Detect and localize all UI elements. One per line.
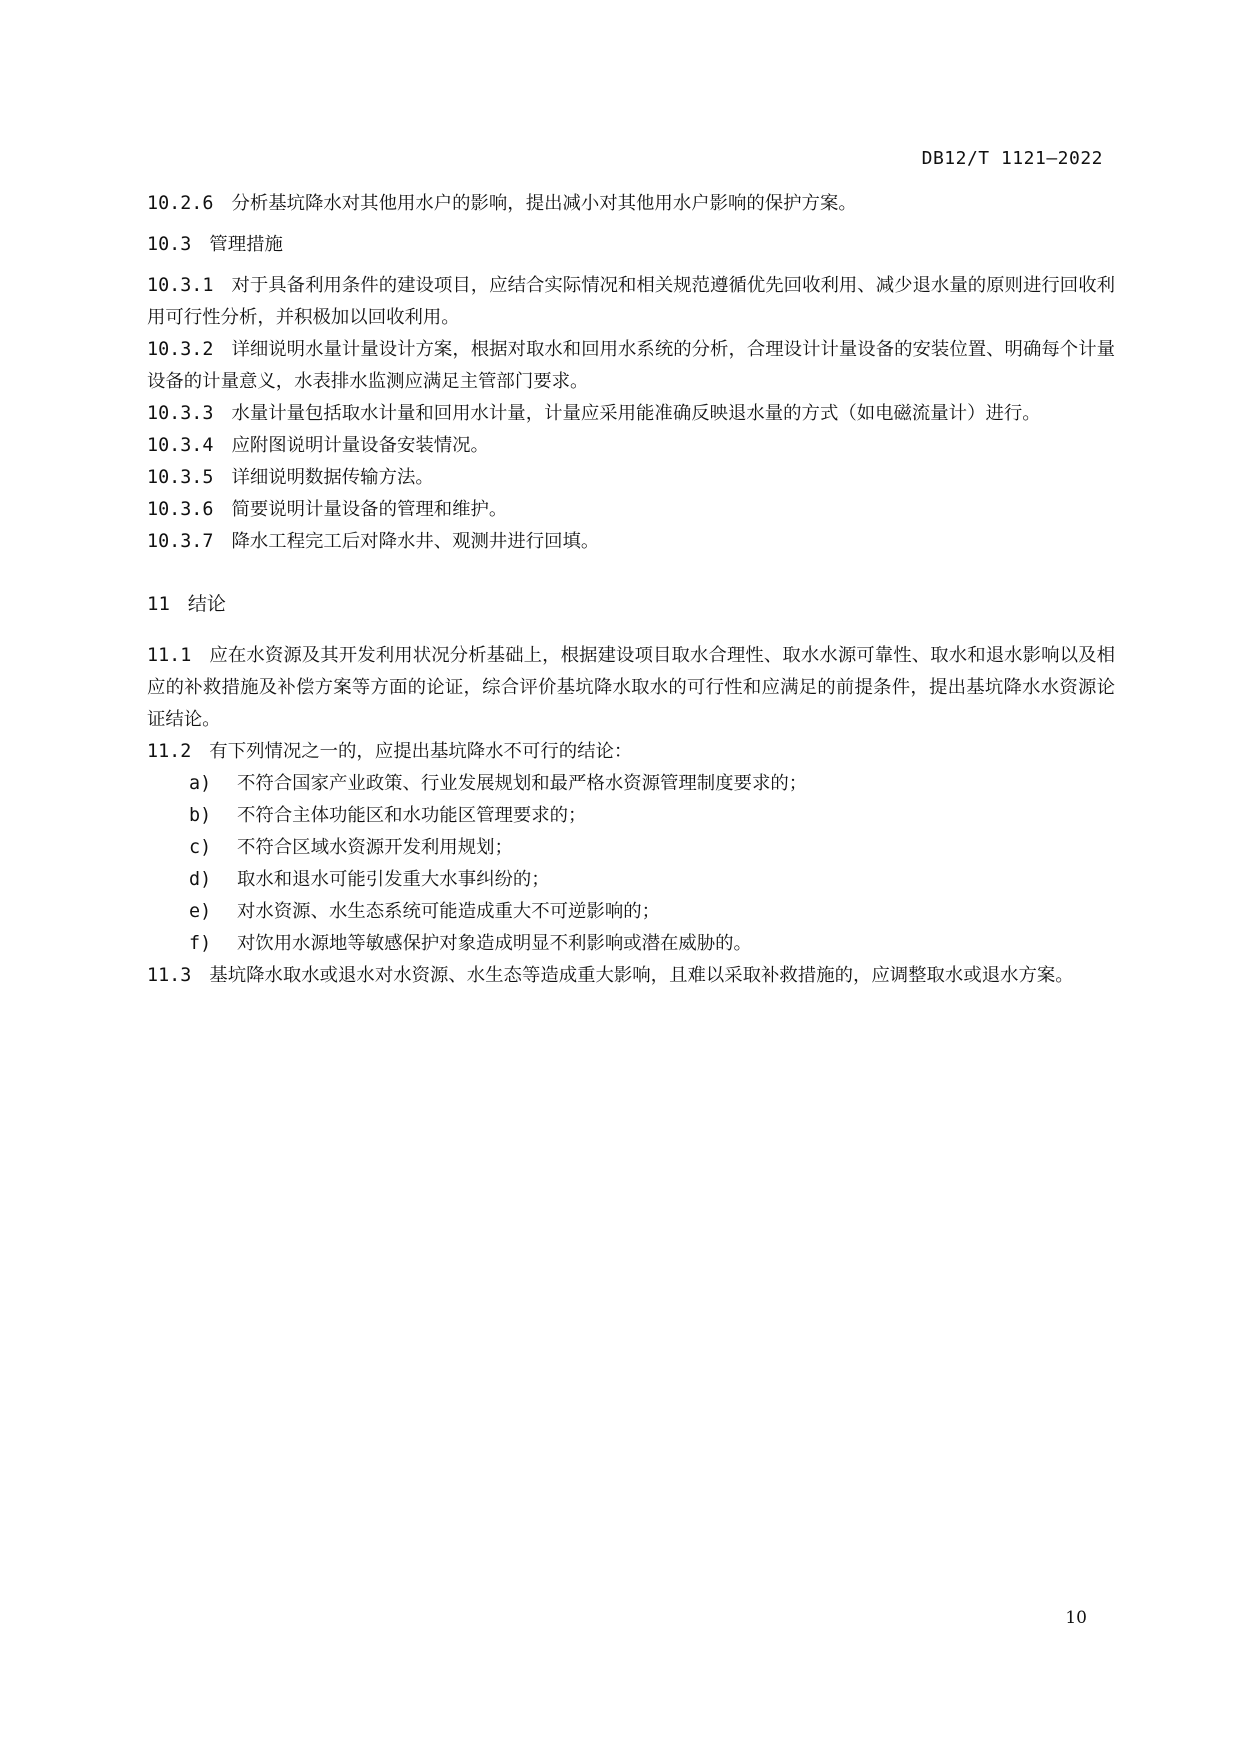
list-item-d — [147, 864, 1115, 896]
clause-number: 10.3.2 — [147, 339, 214, 360]
list-marker: b) — [189, 805, 212, 826]
clause-number: 11.1 — [147, 645, 192, 666]
clause-10-3-2 — [147, 334, 1115, 398]
list-item-f — [147, 928, 1115, 960]
section-number: 10.3 — [147, 234, 192, 255]
clause-text: 简要说明计量设备的管理和维护。 — [231, 499, 508, 520]
clause-text: 详细说明数据传输方法。 — [231, 467, 434, 488]
clause-10-3-1 — [147, 270, 1115, 334]
list-item-text: 不符合主体功能区和水功能区管理要求的； — [237, 805, 587, 826]
list-item-a — [147, 768, 1115, 800]
clause-text: 对于具备利用条件的建设项目，应结合实际情况和相关规范遵循优先回收利用、减少退水量的原则进行回收利用可行性分析，并积极加以回收利用。 — [147, 275, 1115, 328]
clause-text: 基坑降水取水或退水对水资源、水生态等造成重大影响，且难以采取补救措施的，应调整取水或退水方案。 — [209, 965, 1074, 986]
clause-text: 水量计量包括取水计量和回用水计量，计量应采用能准确反映退水量的方式（如电磁流量计）进行。 — [231, 403, 1041, 424]
list-item-text: 不符合国家产业政策、行业发展规划和最严格水资源管理制度要求的； — [237, 773, 808, 794]
section-heading-10-3 — [147, 229, 1115, 261]
clause-text: 有下列情况之一的，应提出基坑降水不可行的结论： — [209, 741, 633, 762]
chapter-title: 结论 — [187, 593, 226, 615]
clause-number: 11.3 — [147, 965, 192, 986]
clause-text: 应在水资源及其开发利用状况分析基础上，根据建设项目取水合理性、取水水源可靠性、取水和退水影响以及相应的补救措施及补偿方案等方面的论证，综合评价基坑降水取水的可行性和应满足的前提条件，提出基坑降水水资源论证结论。 — [147, 645, 1115, 730]
clause-text: 分析基坑降水对其他用水户的影响，提出减小对其他用水户影响的保护方案。 — [231, 193, 857, 214]
clause-10-3-7 — [147, 526, 1115, 558]
clause-number: 10.3.1 — [147, 275, 214, 296]
clause-10-3-3 — [147, 398, 1115, 430]
list-marker: c) — [189, 837, 212, 858]
clause-number: 11.2 — [147, 741, 192, 762]
clause-10-2-6 — [147, 188, 1115, 220]
list-marker: e) — [189, 901, 212, 922]
clause-10-3-6 — [147, 494, 1115, 526]
chapter-number: 11 — [147, 593, 170, 615]
clause-10-3-5 — [147, 462, 1115, 494]
list-item-text: 对水资源、水生态系统可能造成重大不可逆影响的； — [237, 901, 660, 922]
list-marker: a) — [189, 773, 212, 794]
clause-text: 详细说明水量计量设计方案，根据对取水和回用水系统的分析，合理设计计量设备的安装位置、明确每个计量设备的计量意义，水表排水监测应满足主管部门要求。 — [147, 339, 1115, 392]
clause-11-1 — [147, 640, 1115, 736]
clause-text: 降水工程完工后对降水井、观测井进行回填。 — [231, 531, 600, 552]
section-title: 管理措施 — [209, 234, 283, 255]
clause-11-2 — [147, 736, 1115, 768]
list-item-b — [147, 800, 1115, 832]
clause-number: 10.3.6 — [147, 499, 214, 520]
page-number: 10 — [1065, 1608, 1087, 1628]
clause-number: 10.3.5 — [147, 467, 214, 488]
clause-number: 10.3.3 — [147, 403, 214, 424]
clause-11-3 — [147, 960, 1115, 992]
clause-text: 应附图说明计量设备安装情况。 — [231, 435, 489, 456]
list-item-text: 取水和退水可能引发重大水事纠纷的； — [237, 869, 550, 890]
chapter-heading-11 — [147, 588, 1115, 620]
list-item-text: 对饮用水源地等敏感保护对象造成明显不利影响或潜在威胁的。 — [237, 933, 752, 954]
clause-number: 10.2.6 — [147, 193, 214, 214]
list-item-c — [147, 832, 1115, 864]
list-marker: d) — [189, 869, 212, 890]
document-body — [147, 188, 1115, 992]
list-marker: f) — [189, 933, 212, 954]
list-item-e — [147, 896, 1115, 928]
clause-number: 10.3.4 — [147, 435, 214, 456]
list-item-text: 不符合区域水资源开发利用规划； — [237, 837, 513, 858]
document-code-header: DB12/T 1121—2022 — [921, 148, 1103, 169]
clause-number: 10.3.7 — [147, 531, 214, 552]
clause-10-3-4 — [147, 430, 1115, 462]
